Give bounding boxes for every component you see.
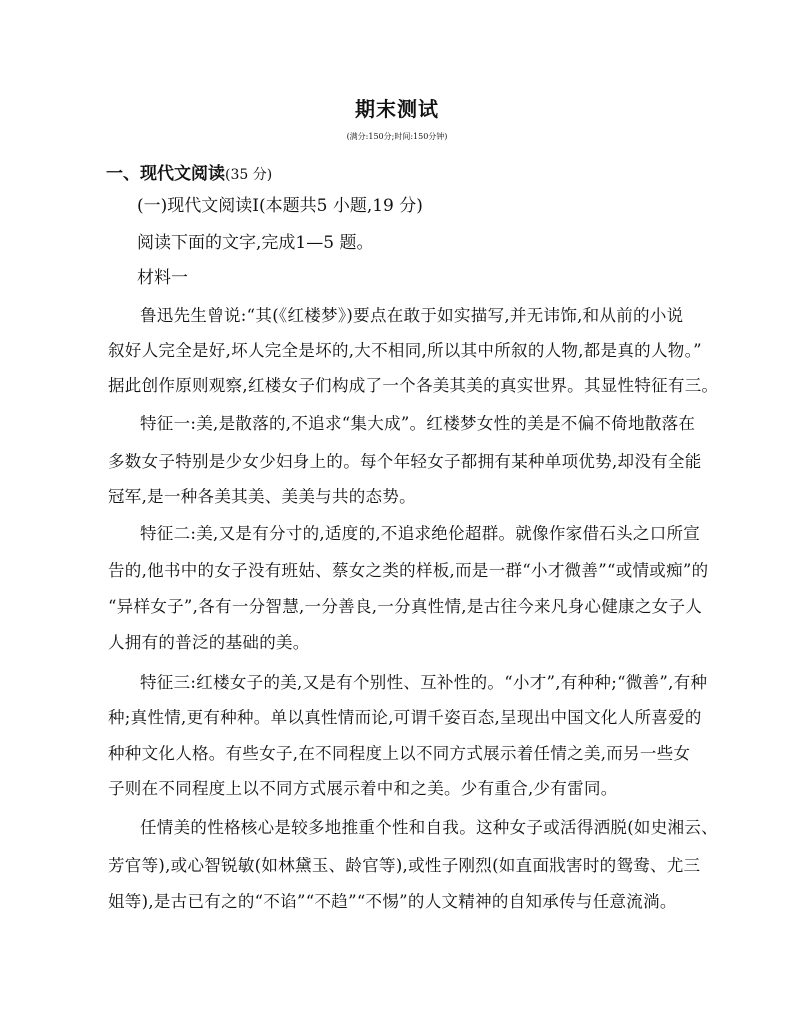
passage-line: 鲁迅先生曾说:“其(《红楼梦》)要点在敢于如实描写,并无讳饰,和从前的小说: [140, 306, 684, 325]
exam-score-time-note: (满分:150分;时间:150分钟): [346, 132, 448, 141]
passage-line: 特征二:美,又是有分寸的,适度的,不追求绝伦超群。就像作家借石头之口所宣: [140, 524, 701, 543]
section-heading-score: (35 分): [225, 167, 273, 183]
passage-line: 芳官等),或心智锐敏(如林黛玉、龄官等),或性子刚烈(如直面戕害时的鸳鸯、尤三: [108, 856, 701, 875]
page-title: 期末测试: [355, 97, 439, 121]
material-label: 材料一: [137, 268, 188, 288]
instruction-text: 阅读下面的文字,完成1—5 题。: [137, 233, 374, 253]
passage-line: 种种文化人格。有些女子,在不同程度上以不同方式展示着任情之美,而另一些女: [108, 744, 691, 763]
passage-line: 多数女子特别是少女少妇身上的。每个年轻女子都拥有某种单项优势,却没有全能: [108, 452, 702, 471]
passage-line: 冠军,是一种各美其美、美美与共的态势。: [108, 487, 416, 506]
passage-line: 据此创作原则观察,红楼女子们构成了一个各美其美的真实世界。其显性特征有三。: [108, 376, 719, 395]
passage-line: 姐等),是古已有之的“不谄”“不趋”“不惕”的人文精神的自知承传与任意流淌。: [108, 892, 677, 911]
passage-line: 任情美的性格核心是较多地推重个性和自我。这种女子或活得洒脱(如史湘云、: [140, 818, 718, 837]
passage-line: 种;真性情,更有种种。单以真性情而论,可谓千姿百态,呈现出中国文化人所喜爱的: [108, 708, 702, 727]
section-heading-label: 一、现代文阅读: [106, 164, 225, 184]
passage-line: 子则在不同程度上以不同方式展示着中和之美。少有重合,少有雷同。: [108, 779, 618, 798]
passage-line: 告的,他书中的女子没有班姑、蔡女之类的样板,而是一群“小才微善”“或情或痴”的: [108, 561, 709, 580]
passage-line: 叙好人完全是好,坏人完全是坏的,大不相同,所以其中所叙的人物,都是真的人物。”: [108, 341, 702, 360]
passage-line: 人拥有的普泛的基础的美。: [108, 633, 310, 652]
passage-line: 特征三:红楼女子的美,又是有个别性、互补性的。“小才”,有种种;“微善”,有种: [140, 673, 708, 692]
passage-line: “异样女子”,各有一分智慧,一分善良,一分真性情,是古往今来凡身心健康之女子人: [108, 597, 703, 616]
section-heading: [106, 159, 272, 184]
part-heading: (一)现代文阅读Ⅰ(本题共5 小题,19 分): [137, 196, 423, 216]
passage-line: 特征一:美,是散落的,不追求“集大成”。红楼梦女性的美是不偏不倚地散落在: [140, 414, 696, 433]
